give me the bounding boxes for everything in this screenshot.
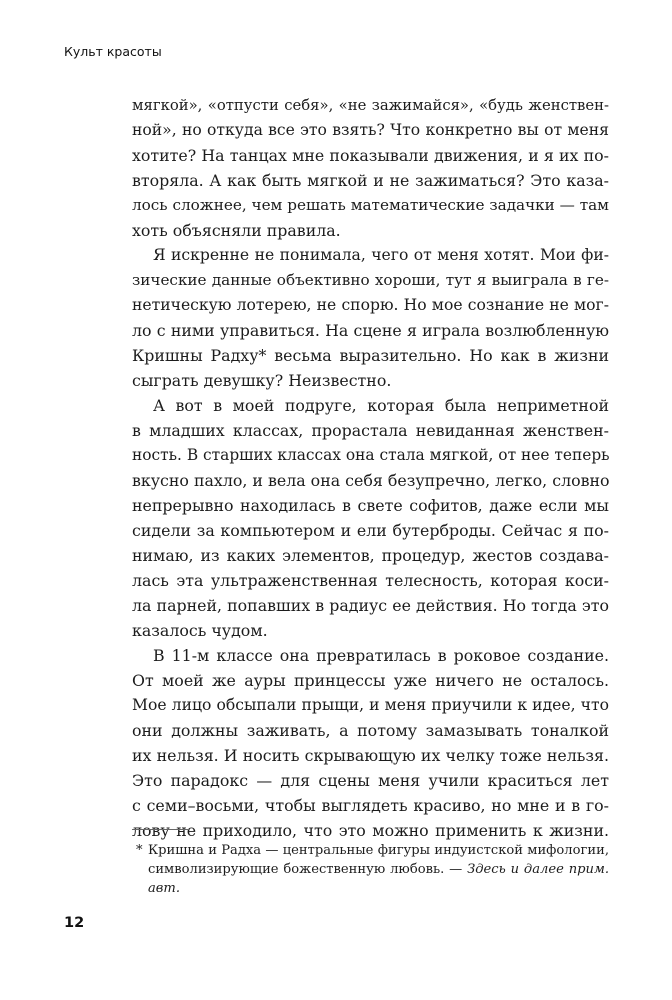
text-line: сидели за компьютером и ели бутерброды. Сейчас я по- [132,521,609,540]
text-line: От моей же ауры принцессы уже ничего не осталось. [132,671,609,690]
text-line: зические данные объективно хороши, тут я выиграла в ге- [132,271,609,289]
text-line: Кришны Радху* весьма выразительно. Но как в жизни [132,346,609,365]
text-line: хотите? На танцах мне показывали движения, и я их по- [132,146,609,165]
text-line: В 11-м классе она превратилась в роковое создание. [153,646,609,665]
text-line: мягкой», «отпусти себя», «не зажимайся», «будь женствен- [132,97,609,114]
footnote-marker: * [136,843,143,858]
text-line: нимаю, из каких элементов, процедур, жестов создава- [132,546,609,565]
text-line: непрерывно находилась в свете софитов, даже если мы [132,496,609,515]
text-line: с семи–восьми, чтобы выглядеть красиво, но мне и в го- [132,796,609,815]
text-line: А вот в моей подруге, которая была неприметной [153,396,609,415]
text-line: вкусно пахло, и вела она себя безупречно, легко, словно [132,471,610,490]
text-line: лась эта ультраженственная телесность, которая коси- [132,571,609,590]
text-line: лось сложнее, чем решать математические задачки — там [132,196,609,214]
text-line: хоть объясняли правила. [132,221,341,240]
text-line: Это парадокс — для сцены меня учили краситься лет [132,771,609,790]
paragraph [132,643,609,843]
footnote [136,841,609,898]
text-line: ной», но откуда все это взять? Что конкретно вы от меня [132,121,609,139]
footnote-attribution: Здесь и далее прим. [467,862,609,877]
footnote-attribution: авт. [148,881,181,896]
footnote-text: Кришна и Радха — центральные фигуры индуистской мифологии, [148,843,609,858]
text-line: их нельзя. И носить скрывающую их челку тоже нельзя. [132,746,609,765]
page-number: 12 [64,915,85,931]
footnote-text: символизирующие божественную любовь. — [148,862,468,877]
paragraph [132,243,609,393]
text-line: ность. В старших классах она стала мягкой, от нее теперь [132,446,610,464]
footnote-line [148,879,609,898]
text-line: казалось чудом. [132,621,268,640]
footnote-divider [132,829,189,830]
text-line: Я искренне не понимала, чего от меня хотят. Мои фи- [153,246,609,264]
text-line: Мое лицо обсыпали прыщи, и меня приучили к идее, что [132,696,609,714]
footnote-line [148,860,609,879]
text-line: в младших классах, прорастала невиданная женствен- [132,421,609,440]
body-text [132,93,609,843]
paragraph [132,93,609,243]
text-line: они должны заживать, а потому замазывать тоналкой [132,721,609,740]
text-line: ла парней, попавших в радиус ее действия. Но тогда это [132,596,609,615]
footnote-line [136,841,609,860]
text-line: сыграть девушку? Неизвестно. [132,371,392,390]
text-line: ло с ними управиться. На сцене я играла возлюбленную [132,321,609,340]
text-line: нетическую лотерею, не спорю. Но мое сознание не мог- [132,296,609,314]
text-line: лову не приходило, что это можно применить к жизни. [132,821,609,840]
running-head: Культ красоты [64,44,162,59]
paragraph [132,393,609,643]
text-line: вторяла. А как быть мягкой и не зажиматься? Это каза- [132,171,609,190]
